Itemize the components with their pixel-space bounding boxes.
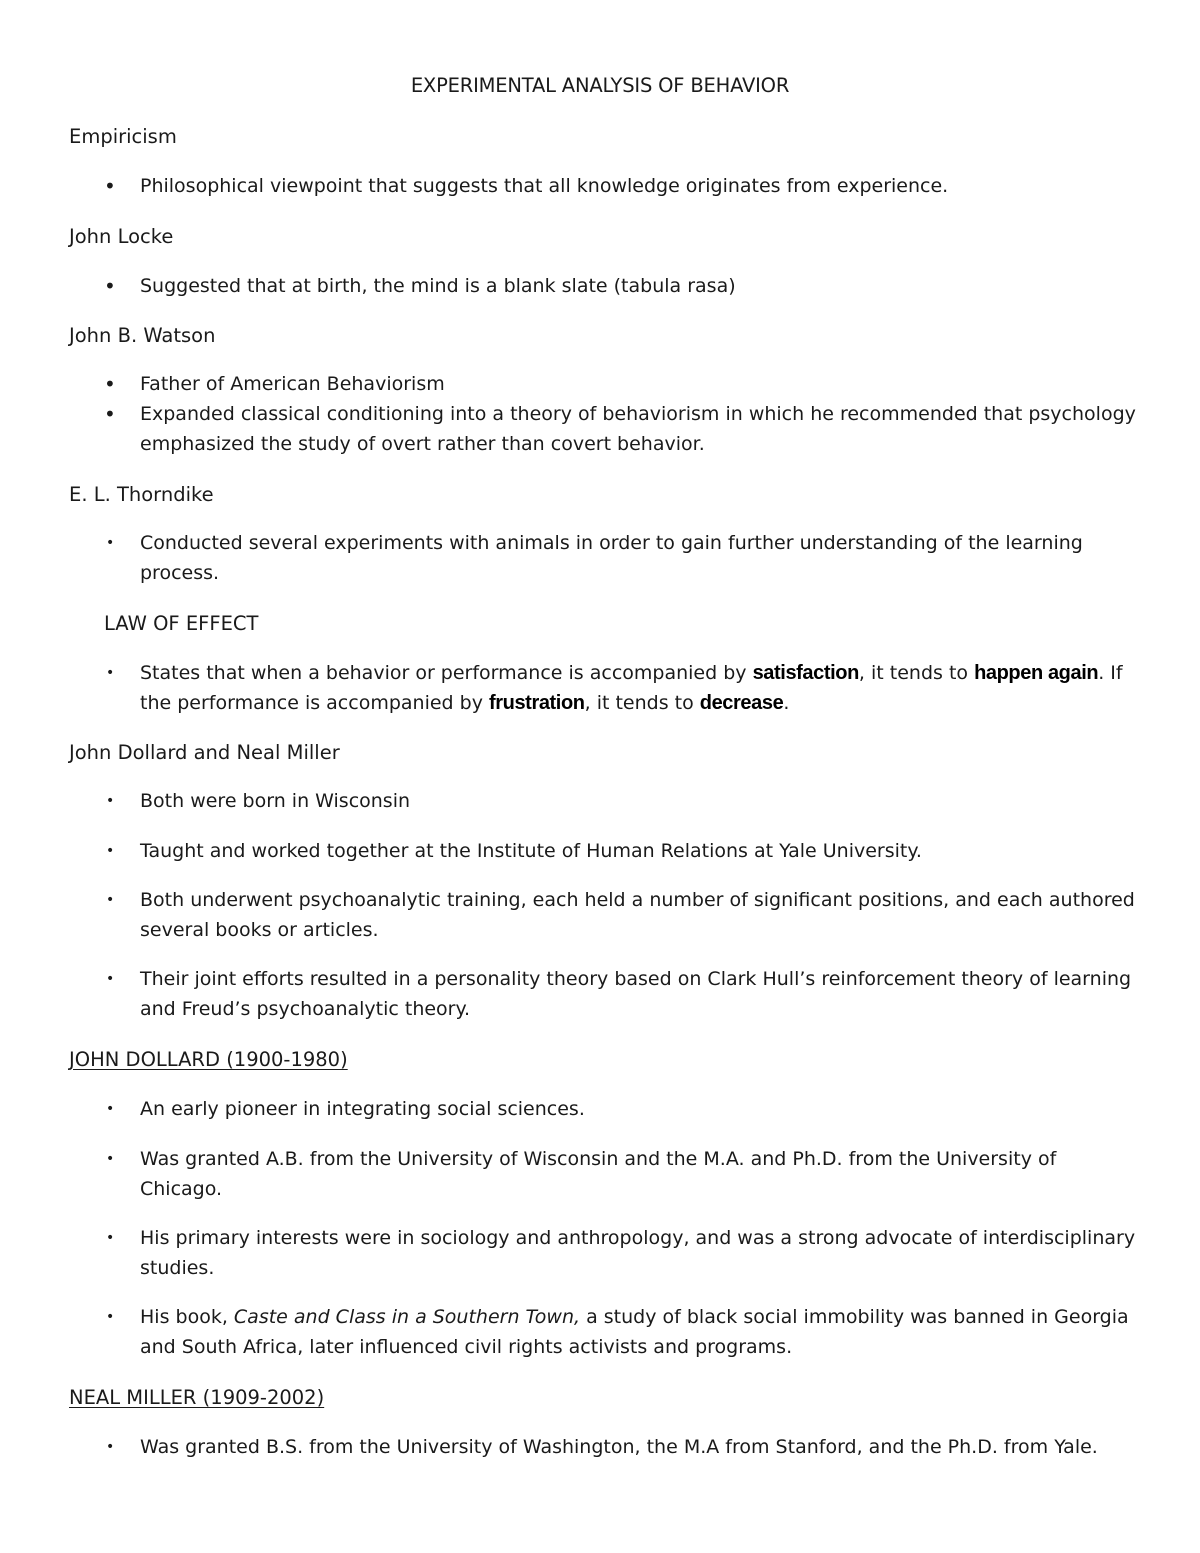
bold-term-decrease: decrease <box>699 692 784 714</box>
heading-thorndike: E. L. Thorndike <box>69 483 214 506</box>
book-title: Caste and Class in a Southern Town, <box>233 1306 581 1328</box>
list-item: Was granted A.B. from the University of Wisconsin and the M.A. and Ph.D. from the University of Chicago. <box>140 1148 1057 1200</box>
text-run: , it tends to <box>858 662 975 684</box>
bullet: • <box>106 1101 115 1117</box>
text-run: . <box>783 692 790 714</box>
bullet: • <box>104 174 116 198</box>
law-of-effect-item <box>140 658 1140 718</box>
bullet: • <box>106 1151 115 1167</box>
bullet: • <box>106 1439 115 1455</box>
list-item: Taught and worked together at the Institute of Human Relations at Yale University. <box>140 840 922 862</box>
bullet: • <box>106 892 115 908</box>
text-run: States that when a behavior or performance is accompanied by <box>140 662 753 684</box>
bullet: • <box>104 274 116 298</box>
heading-law-of-effect: LAW OF EFFECT <box>104 612 259 635</box>
list-item: Both were born in Wisconsin <box>140 790 411 812</box>
bullet: • <box>106 665 115 681</box>
heading-neal-miller: NEAL MILLER (1909-2002) <box>69 1386 325 1409</box>
bold-term-satisfaction: satisfaction <box>752 662 859 684</box>
bullet: • <box>106 843 115 859</box>
dollard-book-item <box>140 1302 1140 1362</box>
bullet: • <box>106 535 115 551</box>
bullet: • <box>104 402 116 426</box>
document-title: EXPERIMENTAL ANALYSIS OF BEHAVIOR <box>410 74 790 97</box>
heading-john-watson: John B. Watson <box>69 324 216 347</box>
heading-empiricism: Empiricism <box>69 125 177 148</box>
bold-term-happen-again: happen again <box>974 662 1099 684</box>
heading-john-locke: John Locke <box>69 225 174 248</box>
list-item: Conducted several experiments with animals in order to gain further understanding of the learning process. <box>140 532 1083 584</box>
bullet: • <box>106 1309 115 1325</box>
bullet: • <box>104 372 116 396</box>
bullet: • <box>106 793 115 809</box>
list-item: Was granted B.S. from the University of Washington, the M.A from Stanford, and the Ph.D. from Yale. <box>140 1436 1098 1458</box>
bullet: • <box>106 971 115 987</box>
list-item: Father of American Behaviorism <box>140 373 445 395</box>
bullet: • <box>106 1230 115 1246</box>
list-item: Philosophical viewpoint that suggests that all knowledge originates from experience. <box>140 175 949 197</box>
heading-john-dollard: JOHN DOLLARD (1900-1980) <box>69 1048 348 1071</box>
list-item: An early pioneer in integrating social sciences. <box>140 1098 585 1120</box>
text-run: , it tends to <box>584 692 700 714</box>
bold-term-frustration: frustration <box>489 692 585 714</box>
text-run: a study of black social immobility was banned in Georgia and South Africa, later influenced civil rights activists and programs. <box>140 1306 1129 1358</box>
list-item: Suggested that at birth, the mind is a blank slate (tabula rasa) <box>140 275 736 297</box>
list-item: His primary interests were in sociology and anthropology, and was a strong advocate of interdisciplinary studies. <box>140 1227 1136 1279</box>
list-item: Their joint efforts resulted in a personality theory based on Clark Hull’s reinforcement theory of learning and Freud’s psychoanalytic theory. <box>140 968 1132 1020</box>
text-run: His book, <box>140 1306 234 1328</box>
text-run: . If the performance is accompanied by <box>140 662 1123 714</box>
list-item: Both underwent psychoanalytic training, each held a number of significant positions, and each authored several books or articles. <box>140 889 1135 941</box>
heading-dollard-and-miller: John Dollard and Neal Miller <box>69 741 340 764</box>
list-item: Expanded classical conditioning into a theory of behaviorism in which he recommended that psychology emphasized the study of overt rather than covert behavior. <box>140 403 1136 455</box>
